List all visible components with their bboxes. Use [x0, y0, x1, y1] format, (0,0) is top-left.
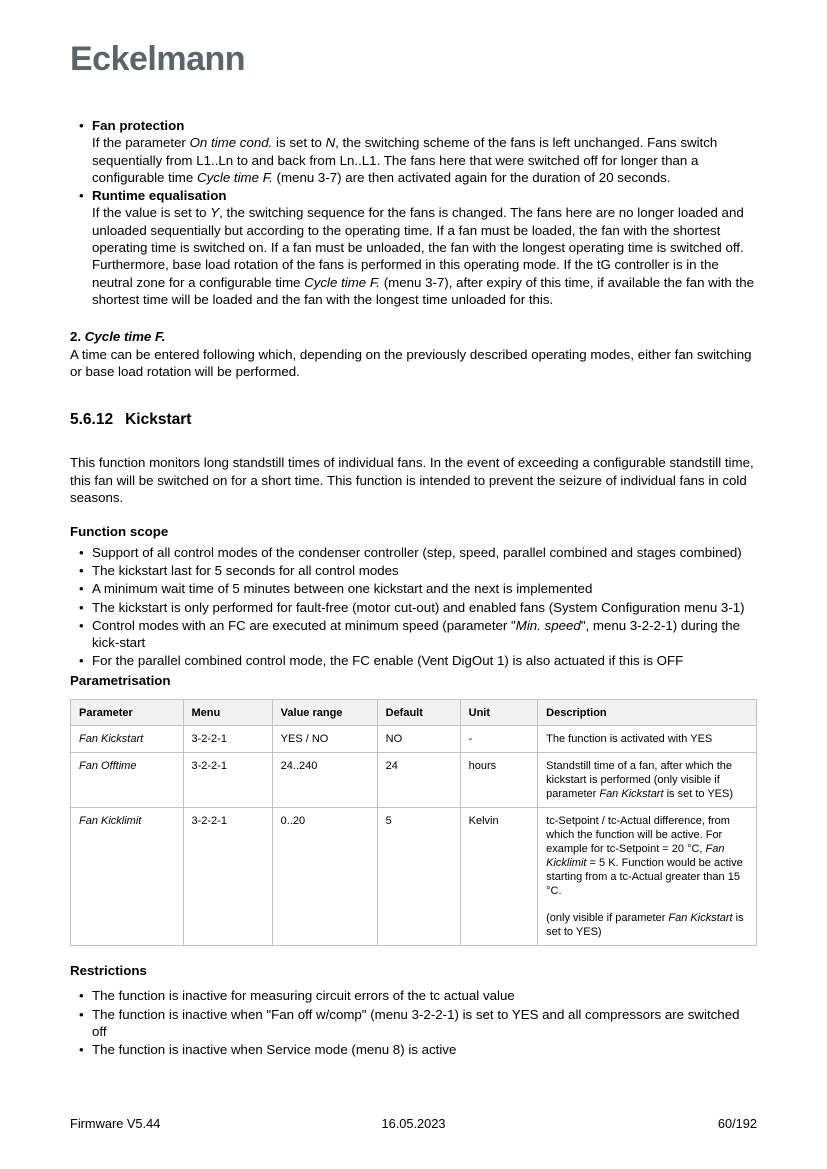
cell-description: Standstill time of a fan, after which the kickstart is performed (only visible if parameter Fan Kickstart is set to YES)	[538, 753, 757, 808]
cell-default: 5	[377, 808, 460, 946]
footer-page-number: 60/192	[717, 1116, 757, 1131]
kickstart-section-heading	[70, 411, 757, 428]
restrictions-heading: Restrictions	[70, 963, 147, 979]
page-content	[70, 117, 757, 1059]
cycle-time-heading: 2. Cycle time F.	[70, 329, 166, 345]
parametrisation-table	[70, 699, 757, 946]
bullet-title-runtime-equalisation: • Runtime equalisation	[92, 188, 227, 204]
list-item: • The kickstart last for 5 seconds for all control modes	[70, 562, 757, 579]
cell-unit: hours	[460, 753, 538, 808]
list-item: • The function is inactive when "Fan off w/comp" (menu 3-2-2-1) is set to YES and all compressors are switched off	[70, 1006, 757, 1041]
column-header-menu: Menu	[183, 700, 272, 726]
cell-menu: 3-2-2-1	[183, 753, 272, 808]
parametrisation-heading: Parametrisation	[70, 672, 171, 688]
cell-default: NO	[377, 726, 460, 753]
cell-menu: 3-2-2-1	[183, 808, 272, 946]
page-footer	[70, 1116, 757, 1131]
cell-unit: -	[460, 726, 538, 753]
list-item: • The function is inactive when Service mode (menu 8) is active	[70, 1041, 757, 1058]
list-item	[70, 187, 757, 308]
cycle-time-body: A time can be entered following which, depending on the previously described operating modes, either fan switching or base load rotation will be performed.	[70, 346, 752, 379]
list-item: • For the parallel combined control mode, the FC enable (Vent DigOut 1) is also actuated if this is OFF	[70, 652, 757, 669]
cell-value-range: 0..20	[272, 808, 377, 946]
section-number: 5.6.12	[70, 411, 114, 429]
cell-default: 24	[377, 753, 460, 808]
table-header-row	[71, 700, 757, 726]
table-row	[71, 753, 757, 808]
bullet-title-fan-protection: • Fan protection	[92, 118, 185, 133]
column-header-default: Default	[377, 700, 460, 726]
section-cycle-time	[70, 328, 757, 380]
column-header-parameter: Parameter	[71, 700, 184, 726]
cell-parameter: Fan Kicklimit	[71, 808, 184, 946]
list-item: • Control modes with an FC are executed at minimum speed (parameter "Min. speed", menu 3-2-2-1) during the kick-start	[70, 617, 757, 652]
bullet-body-runtime-equalisation: If the value is set to Y, the switching sequence for the fans is changed. The fans here are no longer loaded and unloaded sequentially but according to the operating time. If a fan must be loaded, the fan with the shortest operating time is switched on. If a fan must be unloaded, the fan with the longest operating time is switched off. Furthermore, base load rotation of the fans is performed in this operating mode. If the tG controller is in the neutral zone for a configurable time Cycle time F. (menu 3-7), after expiry of this time, if available the fan with the shortest time will be loaded and the fan with the longest time unloaded for this.	[92, 205, 754, 307]
column-header-description: Description	[538, 700, 757, 726]
cell-parameter: Fan Kickstart	[71, 726, 184, 753]
footer-firmware-version: Firmware V5.44	[70, 1116, 161, 1131]
cell-menu: 3-2-2-1	[183, 726, 272, 753]
list-item: • A minimum wait time of 5 minutes between one kickstart and the next is implemented	[70, 580, 757, 597]
cell-value-range: YES / NO	[272, 726, 377, 753]
kickstart-intro-paragraph: This function monitors long standstill times of individual fans. In the event of exceeding a configurable standstill time, this fan will be switched on for a short time. This function is intended to prevent the seizure of individual fans in cold seasons.	[70, 455, 754, 506]
fan-modes-bullet-list	[70, 117, 757, 308]
section-title: Kickstart	[125, 411, 192, 429]
cell-unit: Kelvin	[460, 808, 538, 946]
footer-date: 16.05.2023	[381, 1116, 446, 1131]
list-item: • The kickstart is only performed for fault-free (motor cut-out) and enabled fans (System Configuration menu 3-1)	[70, 599, 757, 616]
column-header-value-range: Value range	[272, 700, 377, 726]
table-row	[71, 808, 757, 946]
column-header-unit: Unit	[460, 700, 538, 726]
table-row	[71, 726, 757, 753]
list-item: • The function is inactive for measuring circuit errors of the tc actual value	[70, 987, 757, 1004]
cell-description: tc-Setpoint / tc-Actual difference, from which the function will be active. For example for tc-Setpoint = 20 °C, Fan Kicklimit = 5 K. Function would be active starting from a tc-Actual greater than 15 °C. (only visible if parameter Fan Kickstart is set to YES)	[538, 808, 757, 946]
list-item: • Support of all control modes of the condenser controller (step, speed, parallel combined and stages combined)	[70, 544, 757, 561]
bullet-body-fan-protection: If the parameter On time cond. is set to N, the switching scheme of the fans is left unchanged. Fans switch sequentially from L1..Ln to and back from Ln..L1. The fans here that were switched off for longer than a configurable time Cycle time F. (menu 3-7) are then activated again for the duration of 20 seconds.	[92, 135, 718, 185]
cell-parameter: Fan Offtime	[71, 753, 184, 808]
eckelmann-logo: Eckelmann	[70, 40, 246, 78]
restrictions-list	[70, 987, 757, 1058]
function-scope-list	[70, 544, 757, 670]
list-item	[70, 117, 757, 186]
cell-description: The function is activated with YES	[538, 726, 757, 753]
function-scope-heading: Function scope	[70, 524, 169, 540]
cell-value-range: 24..240	[272, 753, 377, 808]
